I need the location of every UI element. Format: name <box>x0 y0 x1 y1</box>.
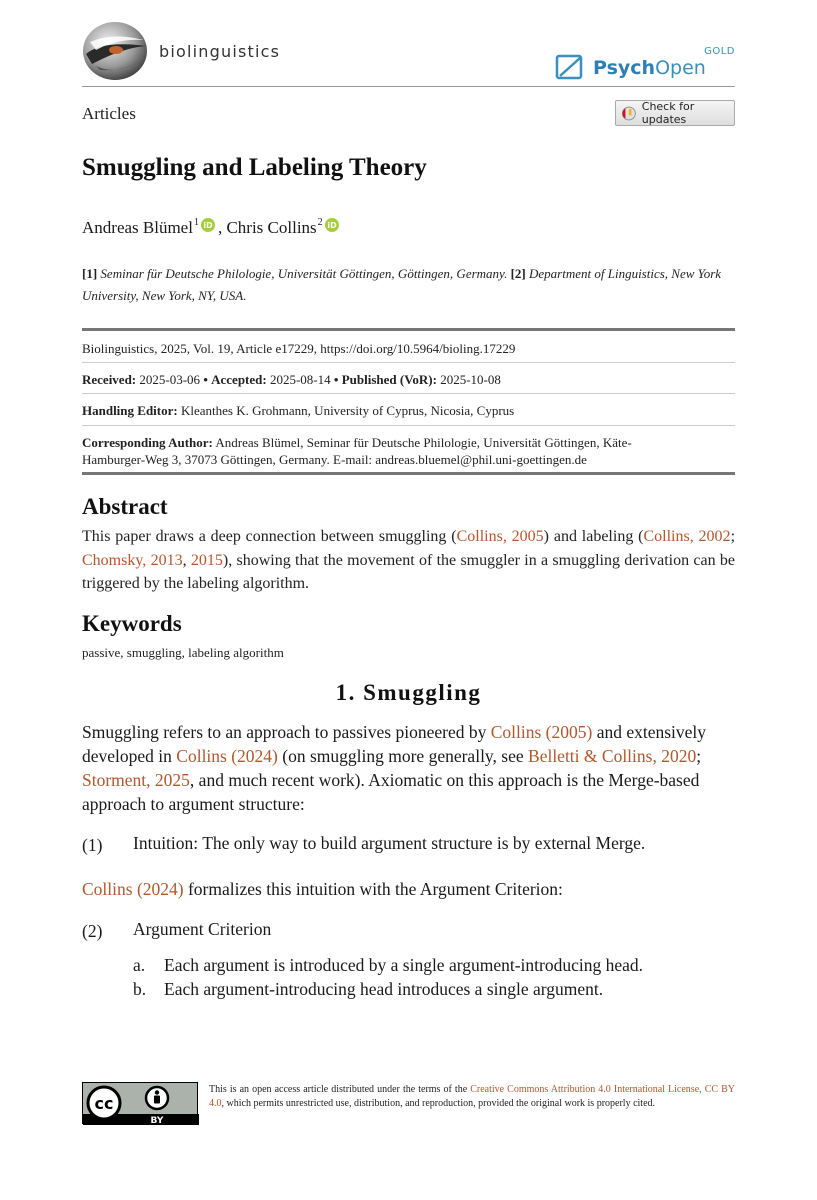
example-text: Argument Criterion <box>133 919 272 939</box>
cc-by-icon <box>83 1083 199 1125</box>
citation-link[interactable]: Collins (2024) <box>82 879 184 899</box>
meta-top-rule <box>82 328 735 331</box>
psychopen-logo <box>555 48 735 84</box>
meta-divider <box>82 362 735 363</box>
cc-text: cc <box>94 1094 114 1113</box>
article-title: Smuggling and Labeling Theory <box>82 154 427 181</box>
author-affil-ref: 1 <box>193 216 199 228</box>
meta-divider <box>82 425 735 426</box>
keywords-list: passive, smuggling, labeling algorithm <box>82 645 284 660</box>
citation-line: Biolinguistics, 2025, Vol. 19, Article e17229, https://doi.org/10.5964/bioling.17229 <box>82 341 516 356</box>
cc-by-license-badge[interactable] <box>82 1082 198 1124</box>
license-link[interactable]: Creative Commons Attribution 4.0 International License, CC BY 4.0 <box>209 1084 736 1109</box>
orcid-icon[interactable] <box>201 218 215 232</box>
example-number: (1) <box>82 835 103 855</box>
page <box>82 0 735 1200</box>
affiliations: [1] Seminar für Deutsche Philologie, Universität Göttingen, Göttingen, Germany. [2] Department of Linguistics, New York University, New York, NY, USA. <box>82 266 722 303</box>
license-text: This is an open access article distributed under the terms of the Creative Commons Attribution 4.0 International License, CC BY 4.0, which permits unrestricted use, distribution, and reproduction, provided the original work is properly cited. <box>209 1084 736 1109</box>
page-header <box>82 18 735 88</box>
section-heading: 1. Smuggling <box>335 680 482 705</box>
meta-divider <box>82 393 735 394</box>
example-text: Intuition: The only way to build argument structure is by external Merge. <box>133 833 646 853</box>
paragraph: Collins (2024) formalizes this intuition with the Argument Criterion: <box>82 879 563 899</box>
author-list <box>82 218 342 238</box>
citation-link[interactable]: Chomsky, 2013 <box>82 551 183 569</box>
svg-text:iD: iD <box>327 221 337 231</box>
abstract-heading: Abstract <box>82 494 168 519</box>
citation-link[interactable]: Collins (2005) <box>490 722 593 742</box>
example-item-text: Each argument is introduced by a single argument-introducing head. <box>164 955 644 975</box>
editor-line: Handling Editor: Kleanthes K. Grohmann, University of Cyprus, Nicosia, Cyprus <box>82 403 515 418</box>
citation-link[interactable]: 2015 <box>190 551 223 569</box>
by-text: BY <box>150 1116 164 1125</box>
citation-link[interactable]: Collins (2024) <box>176 746 278 766</box>
orcid-icon[interactable] <box>325 218 339 232</box>
citation-link[interactable]: Storment, 2025 <box>82 770 190 790</box>
dates-line: Received: 2025-03-06 • Accepted: 2025-08-14 • Published (VoR): 2025-10-08 <box>82 372 501 387</box>
meta-bottom-rule <box>82 472 735 475</box>
journal-name: biolinguistics <box>159 42 281 61</box>
svg-text:iD: iD <box>203 221 213 231</box>
citation-link[interactable]: Collins, 2002 <box>643 528 731 545</box>
biolinguistics-logo-icon <box>82 20 150 82</box>
section-type: Articles <box>82 104 136 123</box>
publisher-name: PsychOpen <box>593 57 706 79</box>
header-divider <box>82 86 735 87</box>
example-item-text: Each argument-introducing head introduces a single argument. <box>164 979 604 999</box>
corresponding-author: Corresponding Author: Andreas Blümel, Seminar für Deutsche Philologie, Universität Göttingen, Käte- Hamburger-Weg 3, 37073 Göttingen, Germany. E-mail: andreas.bluemel@phil.uni-goettingen.de <box>82 435 632 467</box>
author-name: Chris Collins <box>226 218 317 237</box>
author-affil-ref: 2 <box>317 216 323 228</box>
example-item-label: b. <box>133 979 147 999</box>
citation-link[interactable]: Belletti & Collins, 2020 <box>528 746 697 766</box>
author-name: Andreas Blümel <box>82 218 193 237</box>
example-item-label: a. <box>133 955 146 975</box>
paragraph: Smuggling refers to an approach to passives pioneered by Collins (2005) and extensively developed in Collins (2024) (on smuggling more generally, see Belletti & Collins, 2020; Storment, 2025, and much recent work). Axiomatic on this approach is the Merge-based approach to argument structure: <box>82 722 707 814</box>
author-separator: , <box>217 218 227 237</box>
example-number: (2) <box>82 921 103 941</box>
publisher-tier: GOLD <box>704 46 735 57</box>
crossmark-icon <box>622 106 636 121</box>
check-for-updates-button[interactable] <box>615 100 735 126</box>
keywords-heading: Keywords <box>82 611 182 636</box>
psychopen-icon <box>555 52 585 82</box>
citation-link[interactable]: Collins, 2005 <box>456 528 544 545</box>
check-for-updates-label: Check for updates <box>641 100 695 126</box>
abstract-text: This paper draws a deep connection between smuggling (Collins, 2005) and labeling (Collins, 2002; Chomsky, 2013, 2015), showing that the movement of the smuggler in a smuggling derivation can be triggered by the labeling algorithm. <box>82 528 736 592</box>
